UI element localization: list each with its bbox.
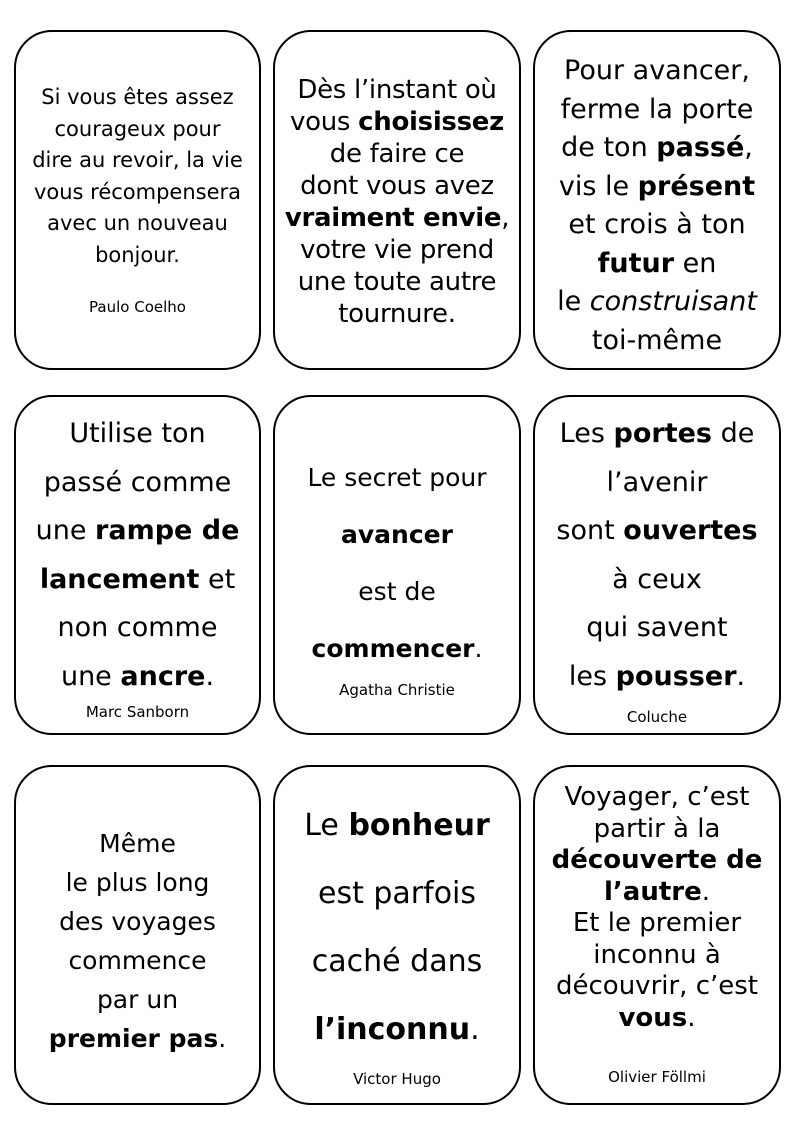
quote-author: Paulo Coelho xyxy=(89,298,186,316)
emphasis: premier pas xyxy=(48,1024,219,1053)
quote-author: Olivier Föllmi xyxy=(608,1068,706,1086)
quote-card-3 xyxy=(533,30,781,370)
quote-card-6 xyxy=(533,395,781,735)
emphasis: lancement xyxy=(39,563,200,595)
quote-card-7 xyxy=(14,765,261,1105)
emphasis: bonheur xyxy=(348,808,490,843)
emphasis: rampe de xyxy=(95,515,240,546)
emphasis: ouvertes xyxy=(623,515,758,546)
emphasis: l’autre xyxy=(604,876,702,907)
quote-card-9 xyxy=(533,765,781,1105)
quote-author: Marc Sanborn xyxy=(85,703,190,721)
quote-author: Agatha Christie xyxy=(339,681,455,699)
emphasis: présent xyxy=(637,170,756,202)
emphasis: portes xyxy=(613,418,712,449)
emphasis: l’inconnu xyxy=(314,1012,471,1047)
italic-emphasis: construisant xyxy=(589,286,757,317)
quote-text: Dès l’instant où vous choisissez de faire ce dont vous avez vraiment envie, votre vie prend une toute autre tournure. xyxy=(284,75,510,329)
emphasis: pousser xyxy=(615,660,737,692)
quote-text: Si vous êtes assez courageux pour dire au revoir, la vie vous récompensera avec un nouveau bonjour. xyxy=(32,85,243,267)
quote-card-1 xyxy=(14,30,261,370)
emphasis: commencer xyxy=(311,634,475,663)
quote-card-8 xyxy=(273,765,521,1105)
quote-card-2 xyxy=(273,30,521,370)
emphasis: passé xyxy=(656,132,745,163)
quote-card-4 xyxy=(14,395,261,735)
quote-card-5 xyxy=(273,395,521,735)
quote-author: Coluche xyxy=(626,708,688,726)
emphasis: découverte de xyxy=(551,845,763,875)
quote-text: Le bonheur est parfois caché dans l’inconnu. xyxy=(304,808,490,1047)
quote-author: Victor Hugo xyxy=(353,1070,441,1088)
emphasis: avancer xyxy=(341,520,453,549)
quote-text: Utilise ton passé comme une rampe de lancement et non comme une ancre. xyxy=(35,418,240,692)
emphasis: vraiment envie xyxy=(284,203,502,233)
emphasis: vous xyxy=(618,1002,688,1033)
quote-text: Les portes de l’avenir sont ouvertes à ceux qui savent les pousser. xyxy=(556,418,758,692)
emphasis: choisissez xyxy=(358,107,504,137)
quote-text: Pour avancer, ferme la porte de ton passé, vis le présent et crois à ton futur en le construisant toi-même xyxy=(557,55,757,356)
emphasis: futur xyxy=(597,247,675,279)
quote-text: Voyager, c’est partir à la découverte de l’autre. Et le premier inconnu à découvrir, c’est vous. xyxy=(551,782,763,1033)
quote-text: Même le plus long des voyages commence par un premier pas. xyxy=(48,829,227,1053)
emphasis: ancre xyxy=(120,660,206,692)
quote-text: Le secret pour avancer est de commencer. xyxy=(307,463,487,663)
